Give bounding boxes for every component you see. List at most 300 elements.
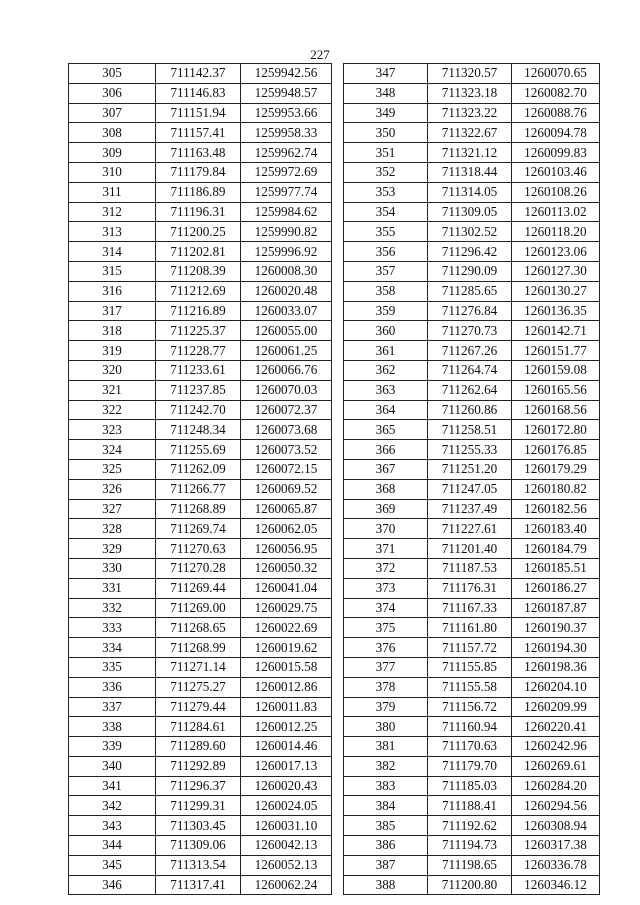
y-coordinate-cell: 1260022.69 bbox=[241, 618, 332, 638]
table-row bbox=[69, 321, 332, 341]
x-coordinate-cell: 711271.14 bbox=[156, 657, 241, 677]
table-row bbox=[69, 459, 332, 479]
y-coordinate-cell: 1260024.05 bbox=[241, 796, 332, 816]
x-coordinate-cell: 711268.99 bbox=[156, 638, 241, 658]
table-row bbox=[69, 420, 332, 440]
x-coordinate-cell: 711247.05 bbox=[428, 479, 512, 499]
y-coordinate-cell: 1260172.80 bbox=[512, 420, 600, 440]
table-row bbox=[69, 301, 332, 321]
y-coordinate-cell: 1260123.06 bbox=[512, 242, 600, 262]
table-row bbox=[69, 143, 332, 163]
point-number-cell: 372 bbox=[344, 558, 428, 578]
x-coordinate-cell: 711292.89 bbox=[156, 756, 241, 776]
y-coordinate-cell: 1260179.29 bbox=[512, 459, 600, 479]
table-row bbox=[69, 539, 332, 559]
table-row bbox=[344, 776, 600, 796]
point-number-cell: 342 bbox=[69, 796, 156, 816]
table-row bbox=[69, 855, 332, 875]
y-coordinate-cell: 1260165.56 bbox=[512, 380, 600, 400]
point-number-cell: 337 bbox=[69, 697, 156, 717]
x-coordinate-cell: 711296.37 bbox=[156, 776, 241, 796]
point-number-cell: 376 bbox=[344, 638, 428, 658]
table-row bbox=[344, 638, 600, 658]
table-row bbox=[69, 776, 332, 796]
x-coordinate-cell: 711167.33 bbox=[428, 598, 512, 618]
table-row bbox=[344, 816, 600, 836]
x-coordinate-cell: 711176.31 bbox=[428, 578, 512, 598]
table-row bbox=[69, 598, 332, 618]
point-number-cell: 336 bbox=[69, 677, 156, 697]
table-row bbox=[69, 875, 332, 895]
point-number-cell: 322 bbox=[69, 400, 156, 420]
table-row bbox=[69, 202, 332, 222]
table-row bbox=[69, 717, 332, 737]
point-number-cell: 368 bbox=[344, 479, 428, 499]
table-row bbox=[344, 242, 600, 262]
point-number-cell: 343 bbox=[69, 816, 156, 836]
y-coordinate-cell: 1260073.68 bbox=[241, 420, 332, 440]
point-number-cell: 379 bbox=[344, 697, 428, 717]
x-coordinate-cell: 711269.00 bbox=[156, 598, 241, 618]
table-row bbox=[69, 479, 332, 499]
y-coordinate-cell: 1260187.87 bbox=[512, 598, 600, 618]
x-coordinate-cell: 711270.28 bbox=[156, 558, 241, 578]
table-row bbox=[344, 281, 600, 301]
x-coordinate-cell: 711233.61 bbox=[156, 360, 241, 380]
y-coordinate-cell: 1260033.07 bbox=[241, 301, 332, 321]
x-coordinate-cell: 711156.72 bbox=[428, 697, 512, 717]
y-coordinate-cell: 1260065.87 bbox=[241, 499, 332, 519]
y-coordinate-cell: 1260070.65 bbox=[512, 64, 600, 84]
y-coordinate-cell: 1259962.74 bbox=[241, 143, 332, 163]
point-number-cell: 345 bbox=[69, 855, 156, 875]
point-number-cell: 311 bbox=[69, 182, 156, 202]
table-row bbox=[69, 360, 332, 380]
y-coordinate-cell: 1260185.51 bbox=[512, 558, 600, 578]
table-row bbox=[69, 697, 332, 717]
point-number-cell: 305 bbox=[69, 64, 156, 84]
table-row bbox=[344, 261, 600, 281]
y-coordinate-cell: 1259996.92 bbox=[241, 242, 332, 262]
point-number-cell: 371 bbox=[344, 539, 428, 559]
point-number-cell: 347 bbox=[344, 64, 428, 84]
table-row bbox=[69, 519, 332, 539]
table-row bbox=[69, 836, 332, 856]
x-coordinate-cell: 711266.77 bbox=[156, 479, 241, 499]
point-number-cell: 386 bbox=[344, 836, 428, 856]
x-coordinate-cell: 711202.81 bbox=[156, 242, 241, 262]
y-coordinate-cell: 1260041.04 bbox=[241, 578, 332, 598]
point-number-cell: 358 bbox=[344, 281, 428, 301]
table-row bbox=[344, 380, 600, 400]
point-number-cell: 346 bbox=[69, 875, 156, 895]
x-coordinate-cell: 711192.62 bbox=[428, 816, 512, 836]
y-coordinate-cell: 1259942.56 bbox=[241, 64, 332, 84]
point-number-cell: 373 bbox=[344, 578, 428, 598]
point-number-cell: 356 bbox=[344, 242, 428, 262]
y-coordinate-cell: 1260008.30 bbox=[241, 261, 332, 281]
point-number-cell: 384 bbox=[344, 796, 428, 816]
y-coordinate-cell: 1260130.27 bbox=[512, 281, 600, 301]
y-coordinate-cell: 1260113.02 bbox=[512, 202, 600, 222]
y-coordinate-cell: 1260136.35 bbox=[512, 301, 600, 321]
table-row bbox=[344, 836, 600, 856]
point-number-cell: 370 bbox=[344, 519, 428, 539]
table-row bbox=[69, 558, 332, 578]
y-coordinate-cell: 1260019.62 bbox=[241, 638, 332, 658]
y-coordinate-cell: 1260294.56 bbox=[512, 796, 600, 816]
x-coordinate-cell: 711321.12 bbox=[428, 143, 512, 163]
y-coordinate-cell: 1260056.95 bbox=[241, 539, 332, 559]
y-coordinate-cell: 1260012.86 bbox=[241, 677, 332, 697]
point-number-cell: 374 bbox=[344, 598, 428, 618]
point-number-cell: 349 bbox=[344, 103, 428, 123]
point-number-cell: 361 bbox=[344, 341, 428, 361]
y-coordinate-cell: 1260012.25 bbox=[241, 717, 332, 737]
x-coordinate-cell: 711155.85 bbox=[428, 657, 512, 677]
y-coordinate-cell: 1260020.48 bbox=[241, 281, 332, 301]
point-number-cell: 381 bbox=[344, 737, 428, 757]
table-row bbox=[344, 855, 600, 875]
y-coordinate-cell: 1260050.32 bbox=[241, 558, 332, 578]
point-number-cell: 352 bbox=[344, 162, 428, 182]
x-coordinate-cell: 711163.48 bbox=[156, 143, 241, 163]
y-coordinate-cell: 1260108.26 bbox=[512, 182, 600, 202]
point-number-cell: 312 bbox=[69, 202, 156, 222]
x-coordinate-cell: 711142.37 bbox=[156, 64, 241, 84]
y-coordinate-cell: 1260088.76 bbox=[512, 103, 600, 123]
point-number-cell: 377 bbox=[344, 657, 428, 677]
table-row bbox=[69, 123, 332, 143]
y-coordinate-cell: 1260159.08 bbox=[512, 360, 600, 380]
x-coordinate-cell: 711194.73 bbox=[428, 836, 512, 856]
table-row bbox=[344, 598, 600, 618]
y-coordinate-cell: 1260103.46 bbox=[512, 162, 600, 182]
table-row bbox=[344, 360, 600, 380]
x-coordinate-cell: 711157.72 bbox=[428, 638, 512, 658]
y-coordinate-cell: 1259972.69 bbox=[241, 162, 332, 182]
page-number: 227 bbox=[310, 47, 330, 62]
table-row bbox=[69, 64, 332, 84]
point-number-cell: 328 bbox=[69, 519, 156, 539]
point-number-cell: 333 bbox=[69, 618, 156, 638]
point-number-cell: 306 bbox=[69, 83, 156, 103]
table-row bbox=[69, 103, 332, 123]
point-number-cell: 351 bbox=[344, 143, 428, 163]
y-coordinate-cell: 1260317.38 bbox=[512, 836, 600, 856]
table-row bbox=[69, 578, 332, 598]
point-number-cell: 348 bbox=[344, 83, 428, 103]
point-number-cell: 330 bbox=[69, 558, 156, 578]
table-row bbox=[69, 83, 332, 103]
x-coordinate-cell: 711151.94 bbox=[156, 103, 241, 123]
x-coordinate-cell: 711200.25 bbox=[156, 222, 241, 242]
point-number-cell: 385 bbox=[344, 816, 428, 836]
y-coordinate-cell: 1260062.24 bbox=[241, 875, 332, 895]
point-number-cell: 332 bbox=[69, 598, 156, 618]
table-row bbox=[344, 202, 600, 222]
point-number-cell: 367 bbox=[344, 459, 428, 479]
table-row bbox=[344, 499, 600, 519]
x-coordinate-cell: 711188.41 bbox=[428, 796, 512, 816]
y-coordinate-cell: 1260082.70 bbox=[512, 83, 600, 103]
y-coordinate-cell: 1260220.41 bbox=[512, 717, 600, 737]
x-coordinate-cell: 711251.20 bbox=[428, 459, 512, 479]
x-coordinate-cell: 711262.09 bbox=[156, 459, 241, 479]
point-number-cell: 309 bbox=[69, 143, 156, 163]
x-coordinate-cell: 711157.41 bbox=[156, 123, 241, 143]
point-number-cell: 335 bbox=[69, 657, 156, 677]
x-coordinate-cell: 711170.63 bbox=[428, 737, 512, 757]
x-coordinate-cell: 711262.64 bbox=[428, 380, 512, 400]
x-coordinate-cell: 711313.54 bbox=[156, 855, 241, 875]
y-coordinate-cell: 1260186.27 bbox=[512, 578, 600, 598]
table-row bbox=[69, 242, 332, 262]
x-coordinate-cell: 711284.61 bbox=[156, 717, 241, 737]
point-number-cell: 329 bbox=[69, 539, 156, 559]
y-coordinate-cell: 1259958.33 bbox=[241, 123, 332, 143]
table-row bbox=[69, 737, 332, 757]
point-number-cell: 325 bbox=[69, 459, 156, 479]
x-coordinate-cell: 711299.31 bbox=[156, 796, 241, 816]
y-coordinate-cell: 1260014.46 bbox=[241, 737, 332, 757]
table-row bbox=[344, 83, 600, 103]
table-row bbox=[344, 756, 600, 776]
x-coordinate-cell: 711264.74 bbox=[428, 360, 512, 380]
table-row bbox=[344, 717, 600, 737]
x-coordinate-cell: 711200.80 bbox=[428, 875, 512, 895]
x-coordinate-cell: 711260.86 bbox=[428, 400, 512, 420]
table-row bbox=[344, 182, 600, 202]
point-number-cell: 378 bbox=[344, 677, 428, 697]
y-coordinate-cell: 1260127.30 bbox=[512, 261, 600, 281]
table-row bbox=[344, 64, 600, 84]
x-coordinate-cell: 711160.94 bbox=[428, 717, 512, 737]
x-coordinate-cell: 711248.34 bbox=[156, 420, 241, 440]
x-coordinate-cell: 711212.69 bbox=[156, 281, 241, 301]
point-number-cell: 316 bbox=[69, 281, 156, 301]
x-coordinate-cell: 711258.51 bbox=[428, 420, 512, 440]
table-row bbox=[344, 618, 600, 638]
y-coordinate-cell: 1260284.20 bbox=[512, 776, 600, 796]
x-coordinate-cell: 711317.41 bbox=[156, 875, 241, 895]
y-coordinate-cell: 1259948.57 bbox=[241, 83, 332, 103]
y-coordinate-cell: 1259990.82 bbox=[241, 222, 332, 242]
table-row bbox=[69, 638, 332, 658]
table-row bbox=[69, 499, 332, 519]
y-coordinate-cell: 1260182.56 bbox=[512, 499, 600, 519]
y-coordinate-cell: 1260073.52 bbox=[241, 440, 332, 460]
y-coordinate-cell: 1260184.79 bbox=[512, 539, 600, 559]
x-coordinate-cell: 711270.63 bbox=[156, 539, 241, 559]
x-coordinate-cell: 711185.03 bbox=[428, 776, 512, 796]
y-coordinate-cell: 1260062.05 bbox=[241, 519, 332, 539]
x-coordinate-cell: 711309.05 bbox=[428, 202, 512, 222]
x-coordinate-cell: 711275.27 bbox=[156, 677, 241, 697]
point-number-cell: 353 bbox=[344, 182, 428, 202]
y-coordinate-cell: 1260308.94 bbox=[512, 816, 600, 836]
table-row bbox=[344, 341, 600, 361]
x-coordinate-cell: 711201.40 bbox=[428, 539, 512, 559]
x-coordinate-cell: 711320.57 bbox=[428, 64, 512, 84]
y-coordinate-cell: 1260072.37 bbox=[241, 400, 332, 420]
table-row bbox=[344, 657, 600, 677]
x-coordinate-cell: 711303.45 bbox=[156, 816, 241, 836]
x-coordinate-cell: 711255.69 bbox=[156, 440, 241, 460]
x-coordinate-cell: 711268.65 bbox=[156, 618, 241, 638]
point-number-cell: 317 bbox=[69, 301, 156, 321]
point-number-cell: 365 bbox=[344, 420, 428, 440]
x-coordinate-cell: 711276.84 bbox=[428, 301, 512, 321]
x-coordinate-cell: 711146.83 bbox=[156, 83, 241, 103]
table-row bbox=[344, 103, 600, 123]
y-coordinate-cell: 1260209.99 bbox=[512, 697, 600, 717]
y-coordinate-cell: 1260151.77 bbox=[512, 341, 600, 361]
table-row bbox=[344, 143, 600, 163]
x-coordinate-cell: 711208.39 bbox=[156, 261, 241, 281]
x-coordinate-cell: 711161.80 bbox=[428, 618, 512, 638]
x-coordinate-cell: 711268.89 bbox=[156, 499, 241, 519]
point-number-cell: 307 bbox=[69, 103, 156, 123]
table-row bbox=[69, 816, 332, 836]
point-number-cell: 362 bbox=[344, 360, 428, 380]
table-row bbox=[69, 440, 332, 460]
table-row bbox=[69, 341, 332, 361]
y-coordinate-cell: 1260190.37 bbox=[512, 618, 600, 638]
x-coordinate-cell: 711302.52 bbox=[428, 222, 512, 242]
y-coordinate-cell: 1260069.52 bbox=[241, 479, 332, 499]
x-coordinate-cell: 711196.31 bbox=[156, 202, 241, 222]
point-number-cell: 338 bbox=[69, 717, 156, 737]
y-coordinate-cell: 1260168.56 bbox=[512, 400, 600, 420]
x-coordinate-cell: 711296.42 bbox=[428, 242, 512, 262]
y-coordinate-cell: 1260070.03 bbox=[241, 380, 332, 400]
point-number-cell: 375 bbox=[344, 618, 428, 638]
point-number-cell: 340 bbox=[69, 756, 156, 776]
y-coordinate-cell: 1260194.30 bbox=[512, 638, 600, 658]
point-number-cell: 350 bbox=[344, 123, 428, 143]
point-number-cell: 357 bbox=[344, 261, 428, 281]
point-number-cell: 314 bbox=[69, 242, 156, 262]
table-row bbox=[69, 400, 332, 420]
point-number-cell: 327 bbox=[69, 499, 156, 519]
x-coordinate-cell: 711289.60 bbox=[156, 737, 241, 757]
x-coordinate-cell: 711290.09 bbox=[428, 261, 512, 281]
y-coordinate-cell: 1260242.96 bbox=[512, 737, 600, 757]
point-number-cell: 388 bbox=[344, 875, 428, 895]
point-number-cell: 323 bbox=[69, 420, 156, 440]
y-coordinate-cell: 1260020.43 bbox=[241, 776, 332, 796]
y-coordinate-cell: 1259953.66 bbox=[241, 103, 332, 123]
y-coordinate-cell: 1260346.12 bbox=[512, 875, 600, 895]
point-number-cell: 318 bbox=[69, 321, 156, 341]
x-coordinate-cell: 711267.26 bbox=[428, 341, 512, 361]
x-coordinate-cell: 711186.89 bbox=[156, 182, 241, 202]
y-coordinate-cell: 1260094.78 bbox=[512, 123, 600, 143]
y-coordinate-cell: 1260052.13 bbox=[241, 855, 332, 875]
point-number-cell: 313 bbox=[69, 222, 156, 242]
y-coordinate-cell: 1260099.83 bbox=[512, 143, 600, 163]
table-row bbox=[344, 440, 600, 460]
point-number-cell: 310 bbox=[69, 162, 156, 182]
table-row bbox=[69, 657, 332, 677]
point-number-cell: 334 bbox=[69, 638, 156, 658]
y-coordinate-cell: 1260031.10 bbox=[241, 816, 332, 836]
table-row bbox=[344, 539, 600, 559]
point-number-cell: 382 bbox=[344, 756, 428, 776]
y-coordinate-cell: 1260183.40 bbox=[512, 519, 600, 539]
y-coordinate-cell: 1259977.74 bbox=[241, 182, 332, 202]
x-coordinate-cell: 711179.70 bbox=[428, 756, 512, 776]
table-row bbox=[344, 321, 600, 341]
table-row bbox=[344, 677, 600, 697]
y-coordinate-cell: 1260118.20 bbox=[512, 222, 600, 242]
point-number-cell: 319 bbox=[69, 341, 156, 361]
point-number-cell: 320 bbox=[69, 360, 156, 380]
table-row bbox=[344, 578, 600, 598]
y-coordinate-cell: 1260269.61 bbox=[512, 756, 600, 776]
coordinates-table-left bbox=[68, 63, 332, 895]
y-coordinate-cell: 1259984.62 bbox=[241, 202, 332, 222]
x-coordinate-cell: 711237.49 bbox=[428, 499, 512, 519]
point-number-cell: 380 bbox=[344, 717, 428, 737]
table-row bbox=[344, 796, 600, 816]
x-coordinate-cell: 711228.77 bbox=[156, 341, 241, 361]
table-row bbox=[69, 261, 332, 281]
y-coordinate-cell: 1260204.10 bbox=[512, 677, 600, 697]
y-coordinate-cell: 1260015.58 bbox=[241, 657, 332, 677]
x-coordinate-cell: 711285.65 bbox=[428, 281, 512, 301]
x-coordinate-cell: 711227.61 bbox=[428, 519, 512, 539]
y-coordinate-cell: 1260055.00 bbox=[241, 321, 332, 341]
table-row bbox=[344, 737, 600, 757]
point-number-cell: 339 bbox=[69, 737, 156, 757]
point-number-cell: 359 bbox=[344, 301, 428, 321]
table-row bbox=[69, 618, 332, 638]
table-row bbox=[344, 697, 600, 717]
x-coordinate-cell: 711179.84 bbox=[156, 162, 241, 182]
x-coordinate-cell: 711318.44 bbox=[428, 162, 512, 182]
x-coordinate-cell: 711155.58 bbox=[428, 677, 512, 697]
y-coordinate-cell: 1260029.75 bbox=[241, 598, 332, 618]
y-coordinate-cell: 1260017.13 bbox=[241, 756, 332, 776]
y-coordinate-cell: 1260042.13 bbox=[241, 836, 332, 856]
y-coordinate-cell: 1260072.15 bbox=[241, 459, 332, 479]
point-number-cell: 364 bbox=[344, 400, 428, 420]
x-coordinate-cell: 711323.22 bbox=[428, 103, 512, 123]
x-coordinate-cell: 711198.65 bbox=[428, 855, 512, 875]
table-row bbox=[69, 222, 332, 242]
point-number-cell: 326 bbox=[69, 479, 156, 499]
table-row bbox=[344, 519, 600, 539]
x-coordinate-cell: 711216.89 bbox=[156, 301, 241, 321]
x-coordinate-cell: 711323.18 bbox=[428, 83, 512, 103]
x-coordinate-cell: 711314.05 bbox=[428, 182, 512, 202]
point-number-cell: 360 bbox=[344, 321, 428, 341]
x-coordinate-cell: 711242.70 bbox=[156, 400, 241, 420]
point-number-cell: 331 bbox=[69, 578, 156, 598]
point-number-cell: 354 bbox=[344, 202, 428, 222]
table-row bbox=[344, 558, 600, 578]
point-number-cell: 341 bbox=[69, 776, 156, 796]
table-row bbox=[69, 281, 332, 301]
point-number-cell: 387 bbox=[344, 855, 428, 875]
x-coordinate-cell: 711322.67 bbox=[428, 123, 512, 143]
point-number-cell: 324 bbox=[69, 440, 156, 460]
x-coordinate-cell: 711269.74 bbox=[156, 519, 241, 539]
point-number-cell: 366 bbox=[344, 440, 428, 460]
y-coordinate-cell: 1260180.82 bbox=[512, 479, 600, 499]
